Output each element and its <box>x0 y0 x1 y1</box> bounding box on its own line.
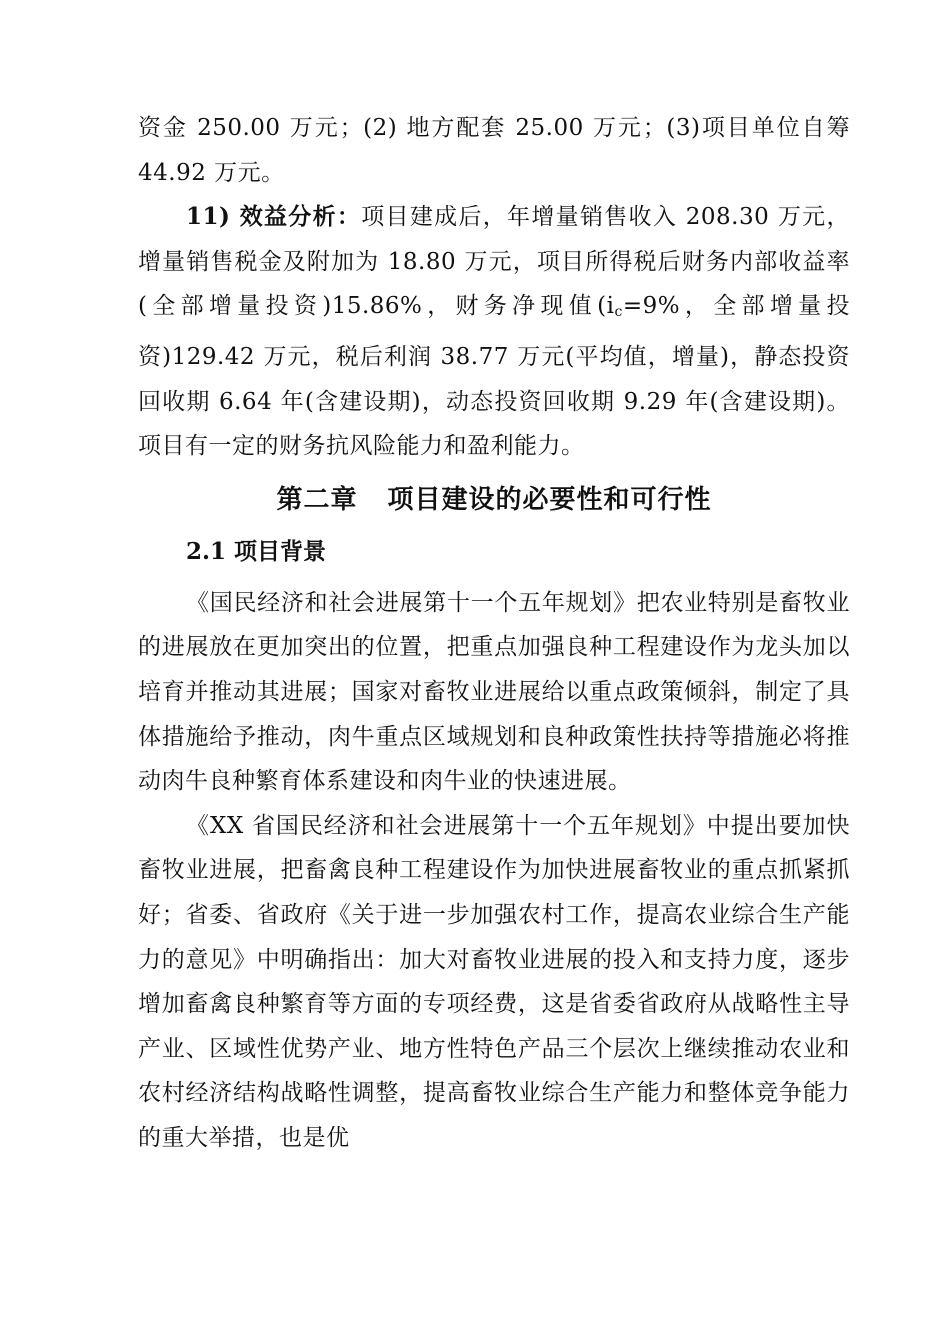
provincial-plan-text: 《XX 省国民经济和社会进展第十一个五年规划》中提出要加快畜牧业进展，把畜禽良种工程建设作为加快进展畜牧业的重点抓紧抓好；省委、省政府《关于进一步加强农村工作，提高农业综合生产能力的意见》中明确指出：加大对畜牧业进展的投入和支持力度，逐步增加畜禽良种繁育等方面的专项经费，这是省委省政府从战略性主导产业、区域性优势产业、地方性特色产品三个层次上继续推动农业和农村经济结构战略性调整，提高畜牧业综合生产能力和整体竞争能力的重大举措，也是优 <box>138 812 850 1151</box>
benefit-analysis-lead: 11) 效益分析： <box>186 203 362 231</box>
chapter-number: 第二章 <box>276 484 358 515</box>
document-body <box>138 106 850 1160</box>
paragraph-provincial-plan <box>138 804 850 1161</box>
paragraph-funding <box>138 106 850 195</box>
paragraph-benefit-analysis <box>138 195 850 469</box>
paragraph-national-plan <box>138 581 850 804</box>
benefit-analysis-text-a: 项目建成后，年增量销售收入 208.30 万元，增量销售税金及附加为 18.80 万元，项目所得税后财务内部收益率(全部增量投资)15.86%，财务净现值(i <box>138 204 850 320</box>
funding-text: 资金 250.00 万元；(2) 地方配套 25.00 万元；(3)项目单位自筹 44.92 万元。 <box>138 115 850 186</box>
chapter-title: 项目建设的必要性和可行性 <box>387 484 712 515</box>
chapter-heading <box>138 477 850 523</box>
benefit-analysis-subscript: c <box>614 304 623 321</box>
national-plan-text: 《国民经济和社会进展第十一个五年规划》把农业特别是畜牧业的进展放在更加突出的位置，把重点加强良种工程建设作为龙头加以培育并推动其进展；国家对畜牧业进展给以重点政策倾斜，制定了具体措施给予推动，肉牛重点区域规划和良种政策性扶持等措施必将推动肉牛良种繁育体系建设和肉牛业的快速进展。 <box>138 589 850 795</box>
section-heading: 2.1 项目背景 <box>186 537 327 565</box>
benefit-analysis-text-b: =9%，全部增量投资)129.42 万元，税后利润 38.77 万元(平均值，增量)，静态投资回收期 6.64 年(含建设期)，动态投资回收期 9.29 年(含建设期)。项目有一定的财务抗风险能力和盈利能力。 <box>138 293 850 460</box>
